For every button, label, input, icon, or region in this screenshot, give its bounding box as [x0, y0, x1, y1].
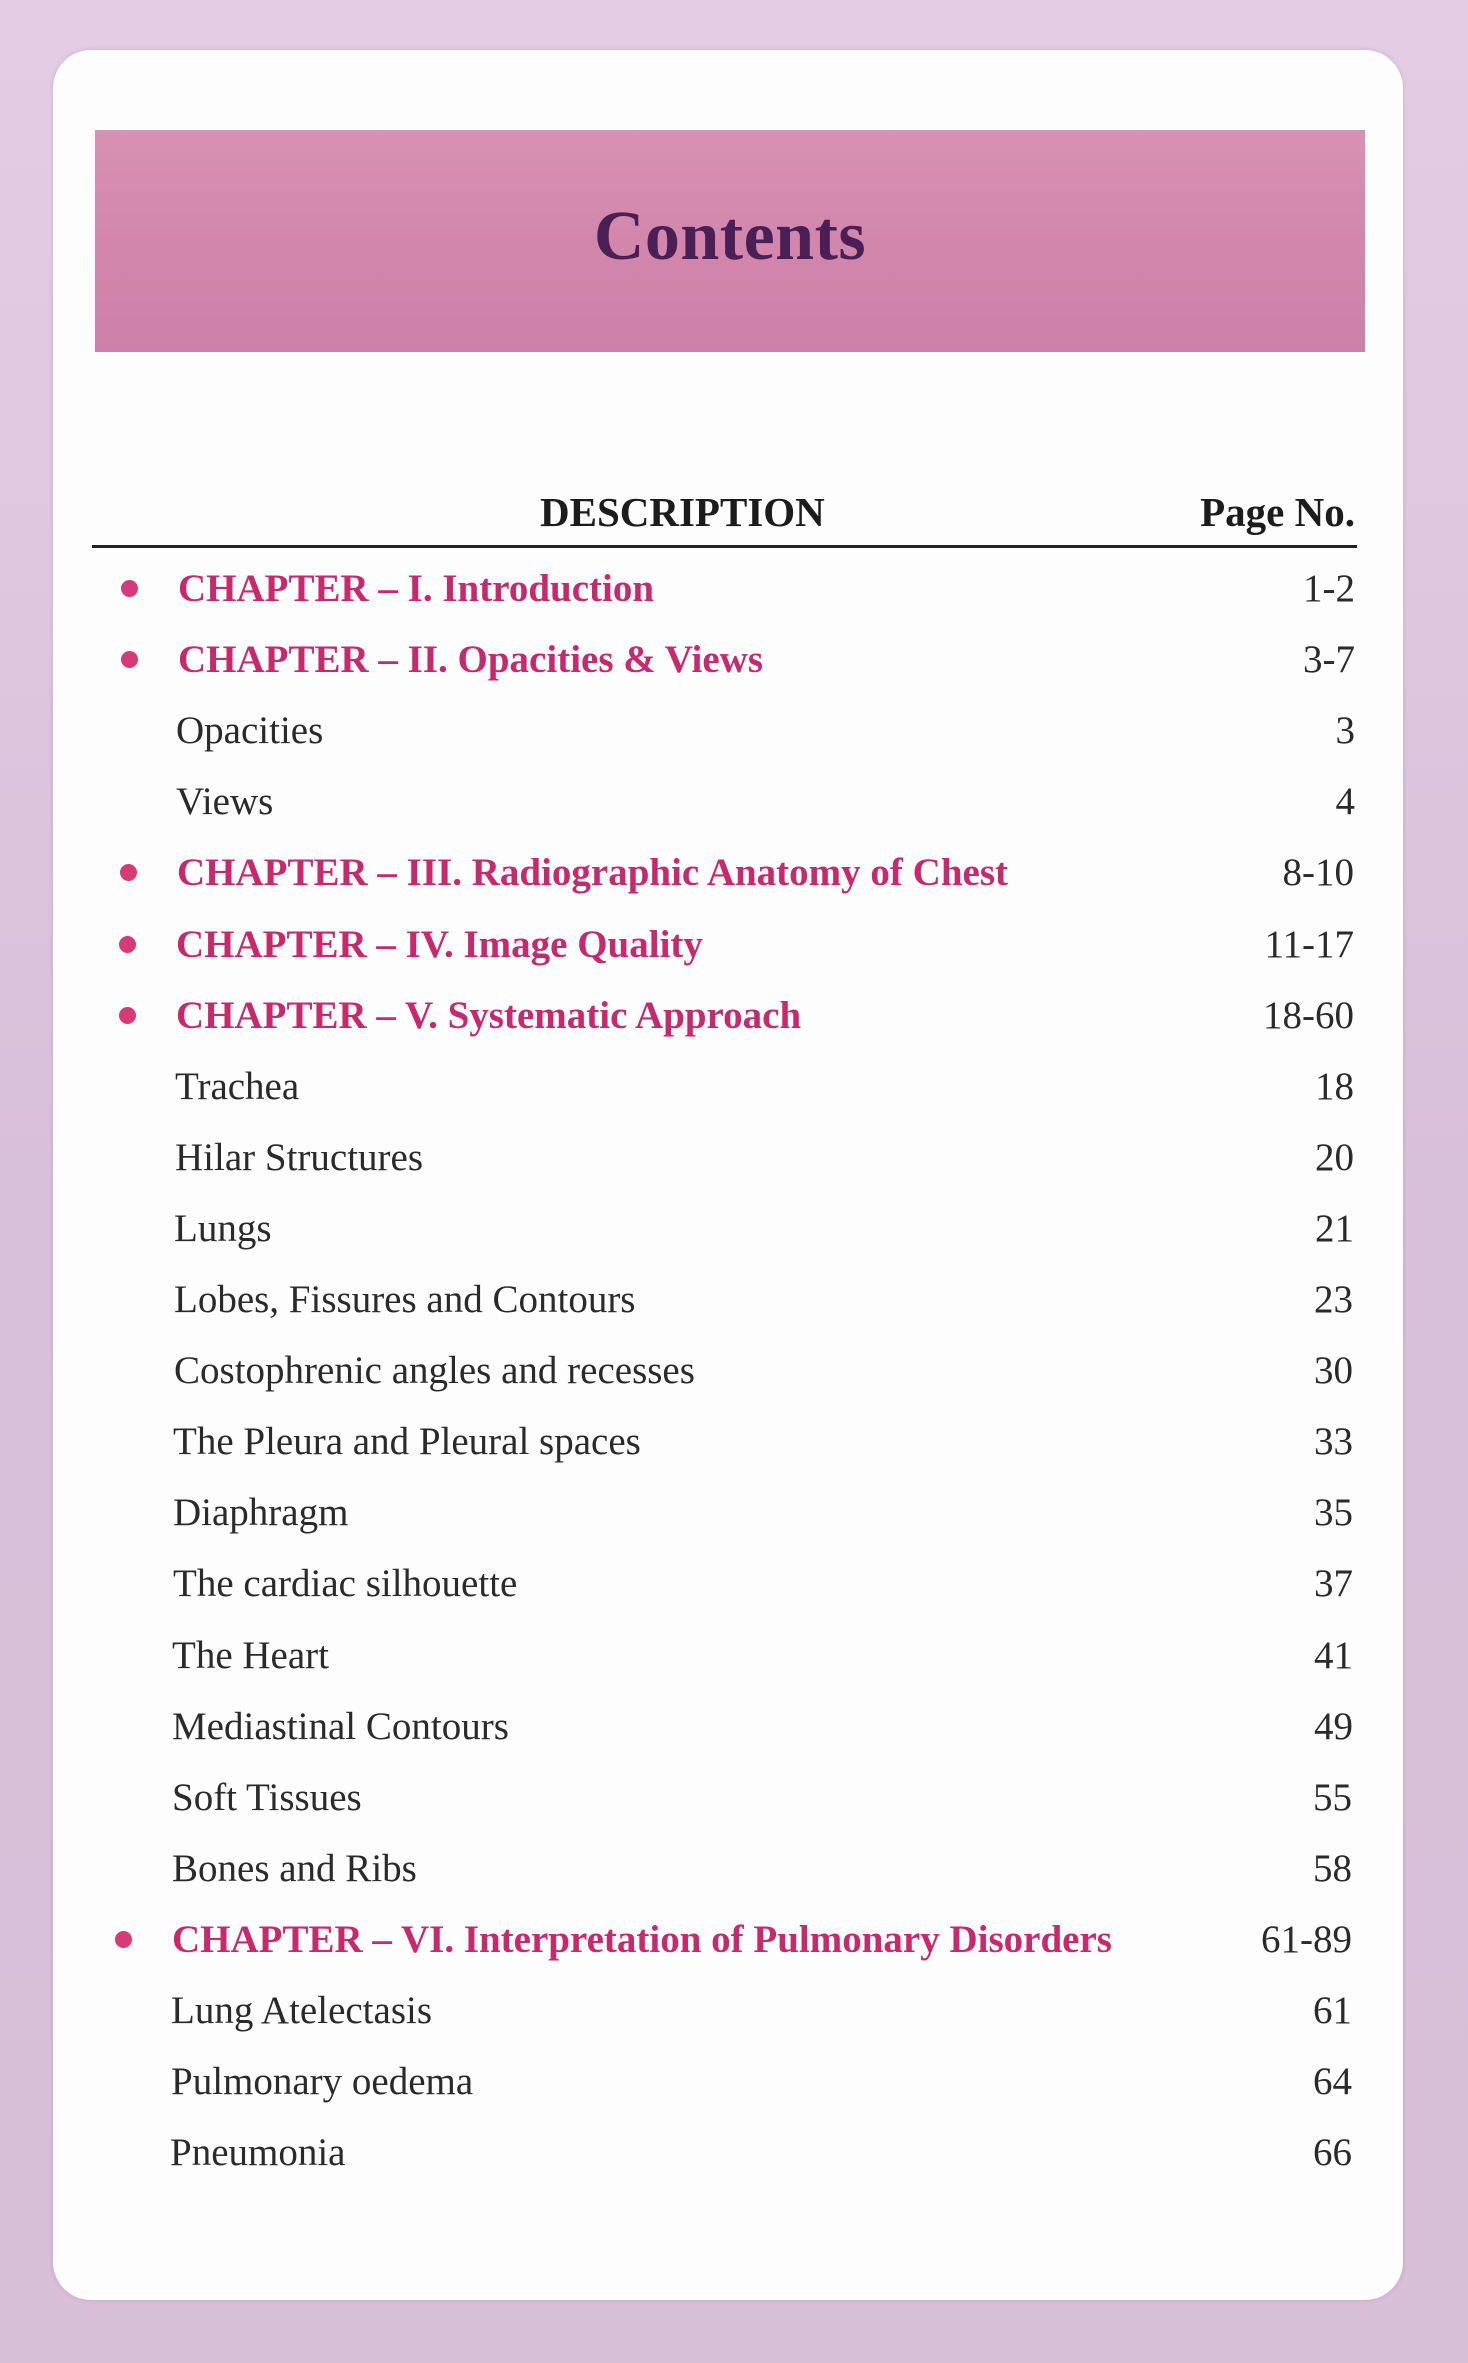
page-column-header: Page No. — [1200, 489, 1355, 535]
section-entry — [0, 1269, 1468, 1329]
page-number: 55 — [1313, 1775, 1352, 1819]
section-title: The Pleura and Pleural spaces — [173, 1419, 641, 1463]
section-entry — [0, 2122, 1468, 2182]
page-number: 37 — [1314, 1561, 1353, 1605]
page-number: 4 — [1335, 779, 1355, 823]
chapter-title: CHAPTER – III. Radiographic Anatomy of Chest — [177, 850, 1008, 894]
section-title: Lung Atelectasis — [171, 1988, 433, 2032]
bullet-icon — [115, 1931, 132, 1948]
page-number: 11-17 — [1264, 922, 1354, 966]
section-entry — [0, 1553, 1468, 1613]
bullet-icon — [121, 580, 138, 597]
section-title: Opacities — [176, 708, 324, 752]
page-number: 23 — [1314, 1277, 1353, 1321]
section-title: The cardiac silhouette — [173, 1561, 518, 1605]
section-title: Trachea — [175, 1064, 300, 1108]
chapter-entry — [0, 842, 1468, 902]
page-number: 21 — [1315, 1206, 1354, 1250]
chapter-title: CHAPTER – VI. Interpretation of Pulmonary Disorders — [172, 1917, 1112, 1961]
bullet-icon — [120, 864, 137, 881]
bullet-icon — [119, 936, 136, 953]
section-title: Pneumonia — [170, 2130, 346, 2174]
page-number: 18 — [1315, 1064, 1354, 1108]
section-title: Bones and Ribs — [172, 1846, 417, 1890]
section-entry — [0, 1056, 1468, 1116]
page-number: 3 — [1335, 708, 1355, 752]
chapter-title: CHAPTER – II. Opacities & Views — [178, 637, 763, 681]
page-number: 41 — [1314, 1633, 1353, 1677]
page-number: 58 — [1313, 1846, 1352, 1890]
page-number: 61-89 — [1261, 1917, 1352, 1961]
page-number: 64 — [1313, 2059, 1352, 2103]
bullet-icon — [121, 651, 138, 668]
chapter-entry — [0, 558, 1468, 618]
bullet-icon — [119, 1007, 136, 1024]
page-number: 66 — [1313, 2130, 1352, 2174]
page-number: 30 — [1314, 1348, 1353, 1392]
section-title: Mediastinal Contours — [172, 1704, 509, 1748]
section-title: Pulmonary oedema — [171, 2059, 474, 2103]
section-title: Soft Tissues — [172, 1775, 362, 1819]
section-entry — [0, 1482, 1468, 1542]
page-number: 33 — [1314, 1419, 1353, 1463]
section-entry — [0, 1838, 1468, 1898]
section-title: Hilar Structures — [175, 1135, 424, 1179]
section-entry — [0, 1625, 1468, 1685]
chapter-entry — [0, 629, 1468, 689]
section-entry — [0, 1127, 1468, 1187]
section-title: Lobes, Fissures and Contours — [174, 1277, 636, 1321]
section-title: Lungs — [174, 1206, 272, 1250]
chapter-title: CHAPTER – IV. Image Quality — [176, 922, 703, 966]
section-entry — [0, 1767, 1468, 1827]
section-entry — [0, 1696, 1468, 1756]
page-number: 61 — [1313, 1988, 1352, 2032]
page-number: 35 — [1314, 1490, 1353, 1534]
section-entry — [0, 2051, 1468, 2111]
section-title: The Heart — [172, 1633, 329, 1677]
section-entry — [0, 771, 1468, 831]
page-title: Contents — [593, 198, 867, 275]
chapter-entry — [0, 985, 1468, 1045]
section-entry — [0, 1340, 1468, 1400]
chapter-entry — [0, 914, 1468, 974]
section-entry — [0, 1411, 1468, 1471]
section-entry — [0, 1980, 1468, 2040]
page-number: 18-60 — [1263, 993, 1354, 1037]
page-number: 20 — [1315, 1135, 1354, 1179]
chapter-title: CHAPTER – V. Systematic Approach — [176, 993, 802, 1037]
page-number: 1-2 — [1303, 566, 1355, 610]
page-number: 3-7 — [1303, 637, 1355, 681]
chapter-entry — [0, 1909, 1468, 1969]
section-entry — [0, 700, 1468, 760]
section-title: Diaphragm — [173, 1490, 349, 1534]
description-column-header: DESCRIPTION — [540, 489, 825, 535]
chapter-title: CHAPTER – I. Introduction — [178, 566, 655, 610]
page-number: 49 — [1314, 1704, 1353, 1748]
section-entry — [0, 1198, 1468, 1258]
section-title: Costophrenic angles and recesses — [174, 1348, 695, 1392]
section-title: Views — [176, 779, 274, 823]
page-number: 8-10 — [1282, 850, 1354, 894]
